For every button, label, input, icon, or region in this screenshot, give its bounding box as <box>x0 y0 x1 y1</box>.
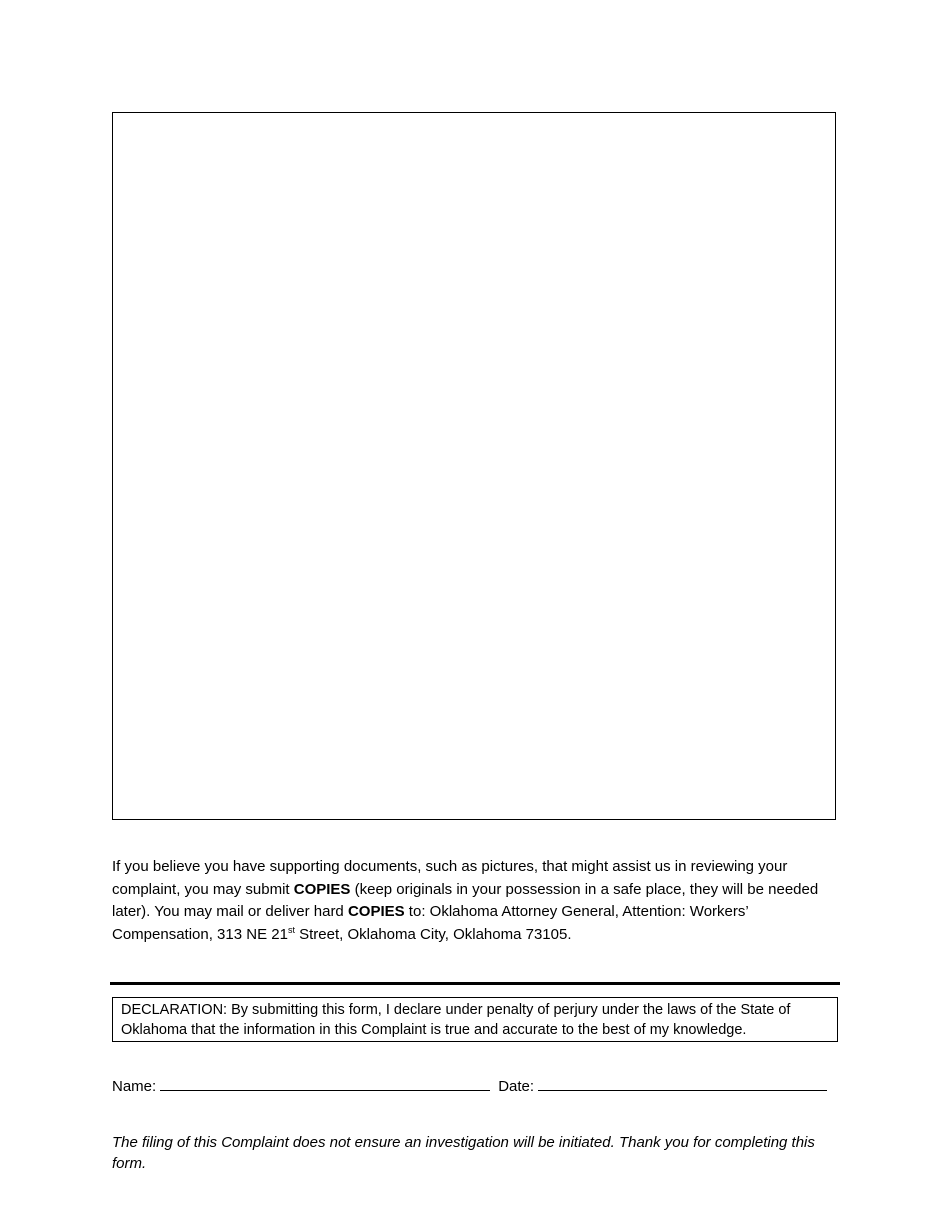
ordinal-suffix: st <box>287 924 295 935</box>
mailing-address: to: Oklahoma Attorney General, Attention: Workers’ Compensation, 313 NE 21 <box>112 903 749 943</box>
section-divider <box>110 982 840 985</box>
date-label: Date: <box>498 1078 535 1095</box>
supporting-documents-paragraph <box>112 856 842 946</box>
complaint-description-box[interactable] <box>112 112 836 820</box>
copies-emphasis: COPIES <box>293 880 351 898</box>
declaration-text: DECLARATION: By submitting this form, I declare under penalty of perjury under the laws of the State of Oklahoma that the information in this Complaint is true and accurate to the best of my knowledge. <box>121 1002 791 1038</box>
supporting-mid: (keep originals in your possession in a safe place, they will be needed later). You may mail or deliver hard <box>112 880 819 920</box>
signature-line <box>112 1076 827 1097</box>
date-field[interactable] <box>538 1076 827 1091</box>
supporting-intro: If you believe you have supporting documents, such as pictures, that might assist us in reviewing your complaint, you may submit <box>112 858 788 898</box>
mailing-address-end: Street, Oklahoma City, Oklahoma 73105. <box>294 925 572 943</box>
copies-emphasis: COPIES <box>347 903 405 920</box>
name-label: Name: <box>112 1078 157 1095</box>
name-field[interactable] <box>160 1076 490 1091</box>
disclaimer-text: The filing of this Complaint does not ensure an investigation will be initiated. Thank you for completing this form. <box>112 1134 815 1172</box>
declaration-box <box>112 997 838 1042</box>
